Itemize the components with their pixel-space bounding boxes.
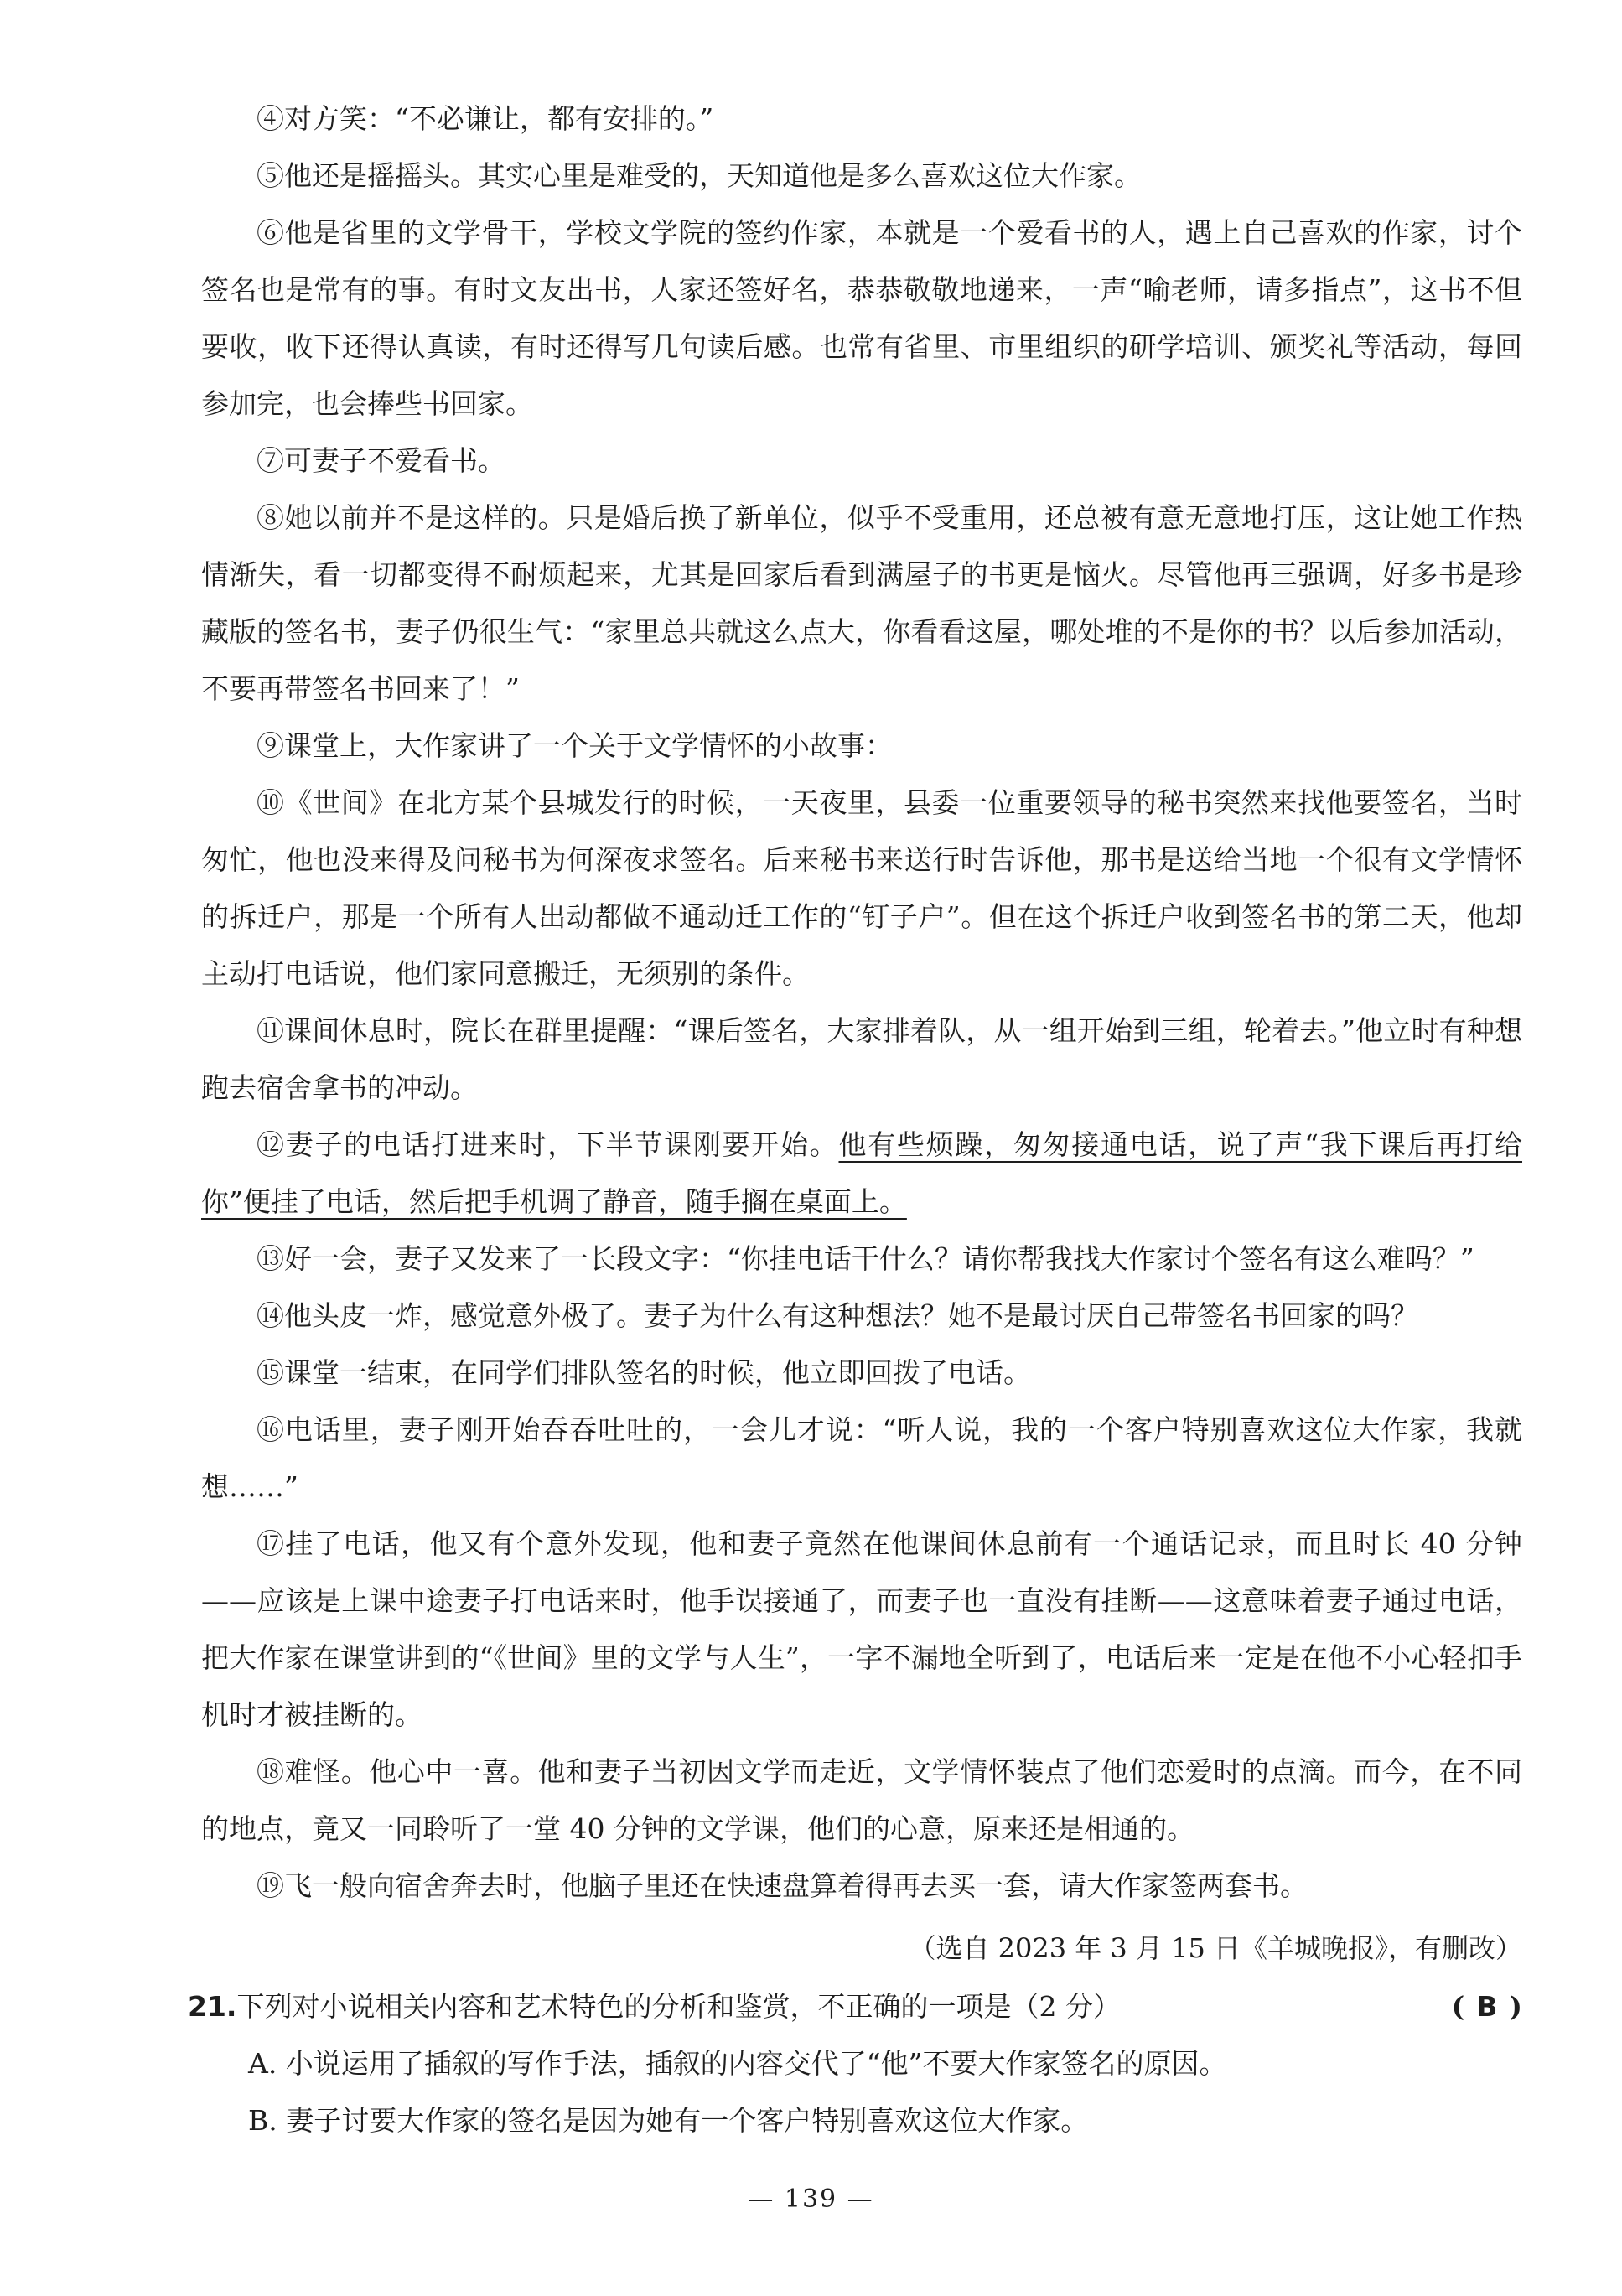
paragraph-15: ⑮课堂一结束，在同学们排队签名的时候，他立即回拨了电话。 [257, 1356, 1031, 1389]
paragraph-6: ⑥他是省里的文学骨干，学校文学院的签约作家，本就是一个爱看书的人，遇上自己喜欢的作家，讨个签名也是常有的事。有时文友出书，人家还签好名，恭恭敬敬地递来，一声“喻老师，请多指点”，这书不但要收，收下还得认真读，有时还得写几句读后感。也常有省里、市里组织的研学培训、颁奖礼等活动，每回参加完，也会捧些书回家。 [201, 216, 1522, 420]
paragraph-12 [201, 1117, 1522, 1231]
paragraph-4: ④对方笑：“不必谦让，都有安排的。” [257, 102, 714, 135]
question-text: 下列对小说相关内容和艺术特色的分析和鉴赏，不正确的一项是（2 分） [236, 1990, 1121, 2023]
paragraph-12-lead: ⑫妻子的电话打进来时，下半节课刚要开始。 [257, 1128, 839, 1161]
answer-open-paren: ( [1451, 1990, 1465, 2023]
paragraph-7: ⑦可妻子不爱看书。 [257, 444, 505, 477]
paragraph-13: ⑬好一会，妻子又发来了一长段文字：“你挂电话干什么？请你帮我找大作家讨个签名有这么难吗？” [257, 1242, 1474, 1275]
paragraph-9: ⑨课堂上，大作家讲了一个关于文学情怀的小故事： [257, 729, 893, 762]
source-citation: （选自 2023 年 3 月 15 日《羊城晚报》，有删改） [909, 1932, 1522, 1964]
paragraph-18: ⑱难怪。他心中一喜。他和妻子当初因文学而走近，文学情怀装点了他们恋爱时的点滴。而今，在不同的地点，竟又一同聆听了一堂 40 分钟的文学课，他们的心意，原来还是相通的。 [201, 1755, 1522, 1845]
option-b: B. 妻子讨要大作家的签名是因为她有一个客户特别喜欢这位大作家。 [248, 2104, 1089, 2137]
question-number: 21. [188, 1990, 237, 2023]
paragraph-12-underlined: 他有些烦躁，匆匆接通电话，说了声“我下课后再打给你”便挂了电话，然后把手机调了静音，随手搁在桌面上。 [201, 1128, 1523, 1218]
paragraph-17: ⑰挂了电话，他又有个意外发现，他和妻子竟然在他课间休息前有一个通话记录，而且时长 40 分钟——应该是上课中途妻子打电话来时，他手误接通了，而妻子也一直没有挂断——这意味着妻子通过电话，把大作家在课堂讲到的“《世间》里的文学与人生”，一字不漏地全听到了，电话后来一定是在他不小心轻扣手机时才被挂断的。 [201, 1527, 1522, 1731]
answer-box [1452, 1978, 1522, 2035]
paragraph-19: ⑲飞一般向宿舍奔去时，他脑子里还在快速盘算着得再去买一套，请大作家签两套书。 [257, 1869, 1308, 1902]
question-21 [188, 1978, 1522, 2035]
paragraph-5: ⑤他还是摇摇头。其实心里是难受的，天知道他是多么喜欢这位大作家。 [257, 159, 1142, 192]
answer-letter: B [1476, 1990, 1498, 2023]
paragraph-16: ⑯电话里，妻子刚开始吞吞吐吐的，一会儿才说：“听人说，我的一个客户特别喜欢这位大作家，我就想……” [201, 1413, 1522, 1503]
page-number: — 139 — [748, 2185, 874, 2214]
option-a: A. 小说运用了插叙的写作手法，插叙的内容交代了“他”不要大作家签名的原因。 [248, 2047, 1227, 2080]
answer-close-paren: ) [1509, 1990, 1522, 2023]
paragraph-8: ⑧她以前并不是这样的。只是婚后换了新单位，似乎不受重用，还总被有意无意地打压，这让她工作热情渐失，看一切都变得不耐烦起来，尤其是回家后看到满屋子的书更是恼火。尽管他再三强调，好多书是珍藏版的签名书，妻子仍很生气：“家里总共就这么点大，你看看这屋，哪处堆的不是你的书？以后参加活动，不要再带签名书回来了！” [201, 501, 1522, 705]
document-body [188, 91, 1523, 2149]
paragraph-10: ⑩《世间》在北方某个县城发行的时候，一天夜里，县委一位重要领导的秘书突然来找他要签名，当时匆忙，他也没来得及问秘书为何深夜求签名。后来秘书来送行时告诉他，那书是送给当地一个很有文学情怀的拆迁户，那是一个所有人出动都做不通动迁工作的“钉子户”。但在这个拆迁户收到签名书的第二天，他却主动打电话说，他们家同意搬迁，无须别的条件。 [201, 786, 1522, 990]
paragraph-11: ⑪课间休息时，院长在群里提醒：“课后签名，大家排着队，从一组开始到三组，轮着去。”他立时有种想跑去宿舍拿书的冲动。 [201, 1014, 1522, 1104]
paragraph-14: ⑭他头皮一炸，感觉意外极了。妻子为什么有这种想法？她不是最讨厌自己带签名书回家的吗？ [257, 1299, 1418, 1332]
